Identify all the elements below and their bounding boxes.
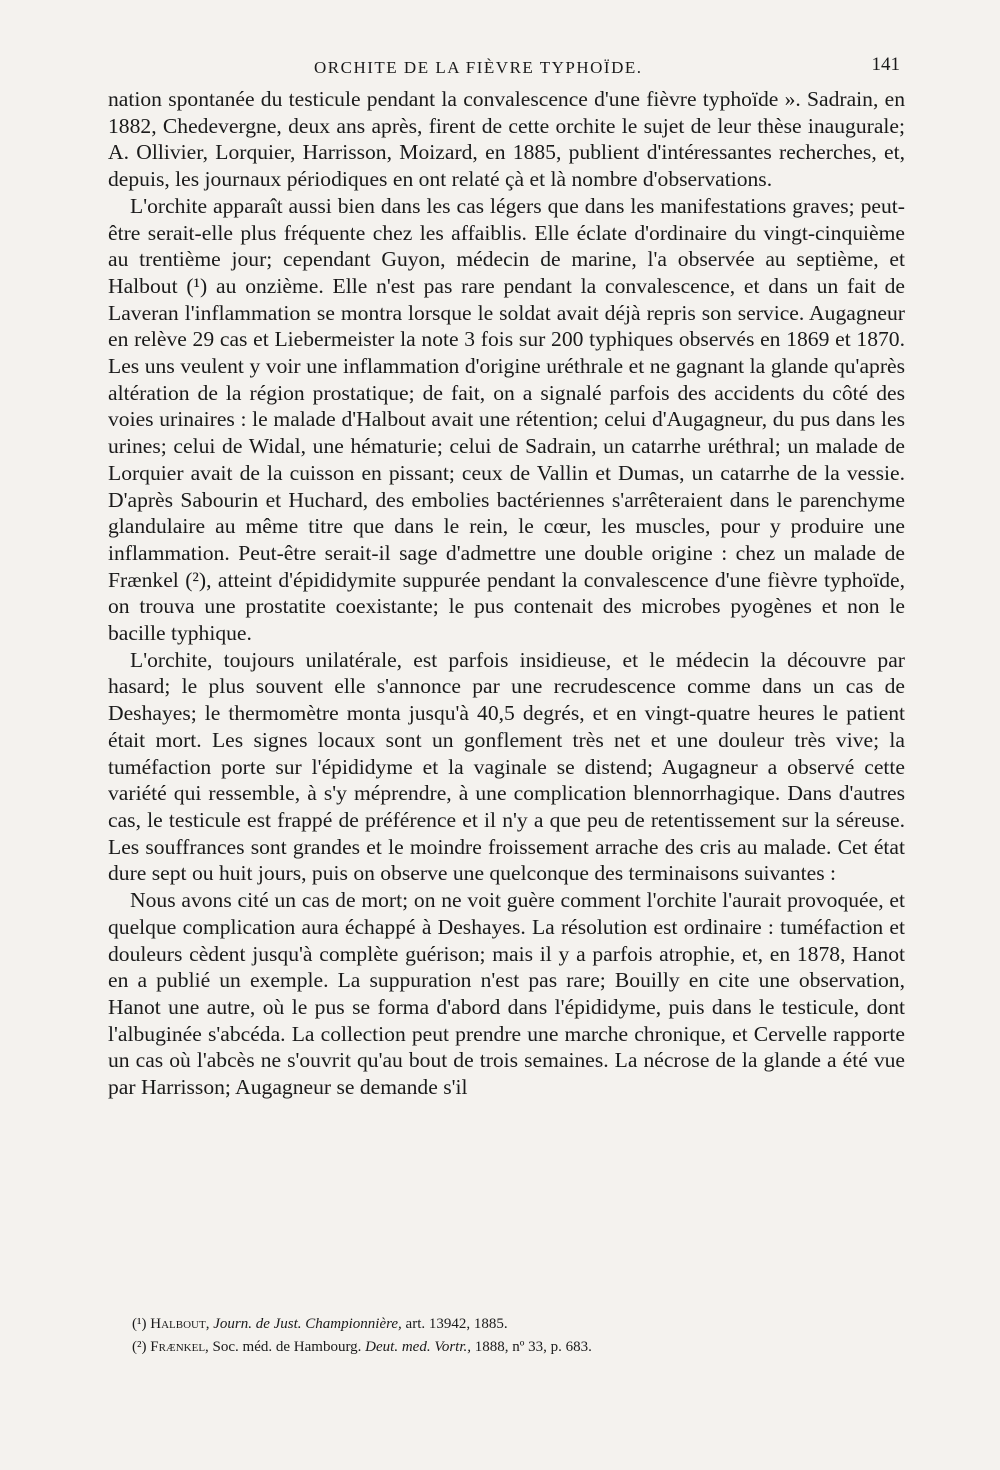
footnote-mark: (¹) (132, 1316, 147, 1332)
running-header (108, 52, 900, 82)
footnote-mark: (²) (132, 1339, 147, 1355)
running-title: ORCHITE DE LA FIÈVRE TYPHOÏDE. (314, 58, 643, 77)
paragraph: L'orchite, toujours unilatérale, est parfois insidieuse, et le médecin la découvre par hasard; le plus souvent elle s'annonce par une recrudescence comme dans un cas de Deshayes; le thermomètre monta jusqu'à 40,5 degrés, et en vingt-quatre heures le patient était mort. Les signes locaux sont un gonflement très net et une douleur très vive; la tuméfaction porte sur l'épididyme et la vaginale se distend; Augagneur a observé cette variété qui ressemble, à s'y méprendre, à une complication blennorrhagique. Dans d'autres cas, le testicule est frappé de préférence et il n'y a que peu de retentissement sur la séreuse. Les souffrances sont grandes et le moindre froissement arrache des cris au malade. Cet état dure sept ou huit jours, puis on observe une quelconque des terminaisons suivantes : (108, 647, 905, 886)
paragraph: L'orchite apparaît aussi bien dans les cas légers que dans les manifestations graves; peut-être serait-elle plus fréquente chez les affaiblis. Elle éclate d'ordinaire du vingt-cinquième au trentième jour; cependant Guyon, médecin de marine, l'a observée au septième, et Halbout (¹) au onzième. Elle n'est pas rare pendant la convalescence, et dans un fait de Laveran l'inflammation se montra lorsque le soldat avait déjà repris son service. Augagneur en relève 29 cas et Liebermeister la note 3 fois sur 200 typhiques observés en 1869 et 1870. Les uns veulent y voir une inflammation d'origine uréthrale et ne gagnant la glande qu'après altération de la région prostatique; de fait, on a signalé parfois des accidents du côté des voies urinaires : le malade d'Halbout avait une rétention; celui d'Augagneur, du pus dans les urines; celui de Widal, une hématurie; celui de Sadrain, un catarrhe uréthral; un malade de Lorquier avait de la cuisson en pissant; ceux de Vallin et Dumas, un catarrhe de la vessie. D'après Sabourin et Huchard, des embolies bactériennes s'arrêteraient dans le parenchyme glandulaire au même titre que dans le rein, le cœur, les muscles, pour y produire une inflammation. Peut-être serait-il sage d'admettre une double origine : chez un malade de Frænkel (²), atteint d'épididymite suppurée pendant la convalescence d'une fièvre typhoïde, on trouva une prostatite coexistante; le pus contenait des microbes pyogènes et non le bacille typhique. (108, 193, 905, 646)
footnote-ref: 1888, nº 33, p. 683. (474, 1339, 592, 1355)
body-text (108, 86, 905, 1101)
footnote-source: Journ. de Just. Championnière, (213, 1316, 402, 1332)
footnote-ref: art. 13942, 1885. (405, 1316, 508, 1332)
footnote-1 (132, 1313, 912, 1336)
footnote-author: Halbout, (150, 1316, 210, 1332)
footnote-2 (132, 1336, 912, 1359)
paragraph: nation spontanée du testicule pendant la convalescence d'une fièvre typhoïde ». Sadrain, en 1882, Chedevergne, deux ans après, firent de cette orchite le sujet de leur thèse inaugurale; A. Ollivier, Lorquier, Harrisson, Moizard, en 1885, publient d'intéressantes recherches, et, depuis, les journaux périodiques en ont relaté çà et là nombre d'observations. (108, 87, 905, 192)
footnote-author: Frænkel, (150, 1339, 209, 1355)
footnote-source: Deut. med. Vortr., (365, 1339, 471, 1355)
footnotes (132, 1313, 912, 1359)
page-number: 141 (871, 54, 900, 75)
paragraph: Nous avons cité un cas de mort; on ne voit guère comment l'orchite l'aurait provoquée, et quelque complication aura échappé à Deshayes. La résolution est ordinaire : tuméfaction et douleurs cèdent jusqu'à complète guérison; mais il y a parfois atrophie, et, en 1878, Hanot en a publié un exemple. La suppuration n'est pas rare; Bouilly en cite une observation, Hanot une autre, où le pus se forma d'abord dans l'épididyme, puis dans le testicule, dont l'albuginée s'abcéda. La collection peut prendre une marche chronique, et Cervelle rapporte un cas où l'abcès ne s'ouvrit qu'au bout de trois semaines. La nécrose de la glande a été vue par Harrisson; Augagneur se demande s'il (108, 888, 905, 1100)
footnote-source-plain: Soc. méd. de Hambourg. (212, 1339, 362, 1355)
